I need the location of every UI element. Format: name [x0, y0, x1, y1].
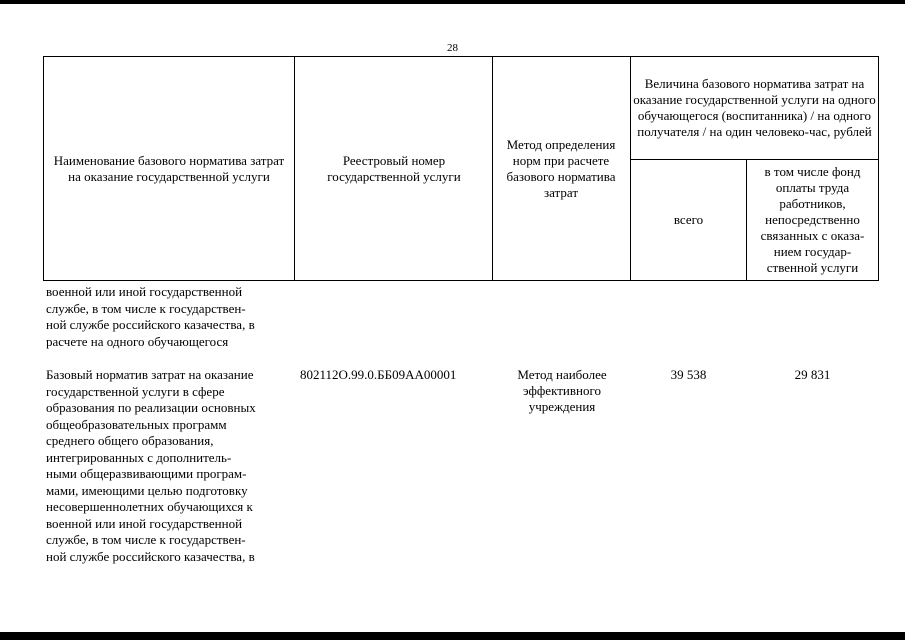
header-name [50, 58, 288, 280]
header-total [633, 160, 744, 280]
header-divider-4 [746, 159, 747, 281]
header-wage [749, 160, 876, 280]
header-method-text: Метод определения норм при расчете базового норматива затрат [506, 137, 616, 200]
header-value-group-text: Величина базового норматива затрат на оказание государственной услуги на одного обучающегося (воспитанника) / на одного получателя / на один человеко-час, рублей [633, 76, 876, 139]
top-border [0, 0, 905, 4]
row-2-wage: 29 831 [794, 367, 831, 382]
row-2-method: Метод наиболее эффективного учреждения [517, 367, 607, 414]
row-2-name: Базовый норматив затрат на оказание государственной услуги в сфере образования по реализации основных общеобразовательных программ среднего общего образования, интегрированных с дополнитель- ными общеразвивающими програм- мами, имеющими целью подготовку несовершеннолетних обучающихся к военной или иной государственной службе, в том числе к государствен- ной службе российского казачества, в [46, 367, 256, 564]
row-2-total: 39 538 [670, 367, 707, 382]
header-left-border [43, 56, 44, 281]
row-1-name: военной или иной государственной службе, в том числе к государствен- ной службе российского казачества, в расчете на одного обучающегося [46, 284, 255, 349]
header-bottom-border [43, 280, 879, 281]
row-2-registry: 802112О.99.0.ББ09АА00001 [300, 367, 457, 382]
header-registry [302, 58, 486, 280]
header-value-group [633, 57, 876, 159]
header-right-border [878, 56, 879, 281]
header-registry-text: Реестровый номер государственной услуги [327, 153, 461, 184]
header-divider-1 [294, 56, 295, 281]
page-number: 28 [447, 42, 458, 54]
header-divider-3 [630, 56, 631, 281]
header-divider-2 [492, 56, 493, 281]
header-total-text: всего [673, 212, 704, 227]
bottom-border [0, 632, 905, 640]
header-wage-text: в том числе фонд оплаты труда работников, непосредственно связанных с оказа-нием государ-ственной услуги [760, 164, 865, 275]
header-method [496, 58, 626, 280]
header-name-text: Наименование базового норматива затрат на оказание государственной услуги [53, 153, 285, 184]
